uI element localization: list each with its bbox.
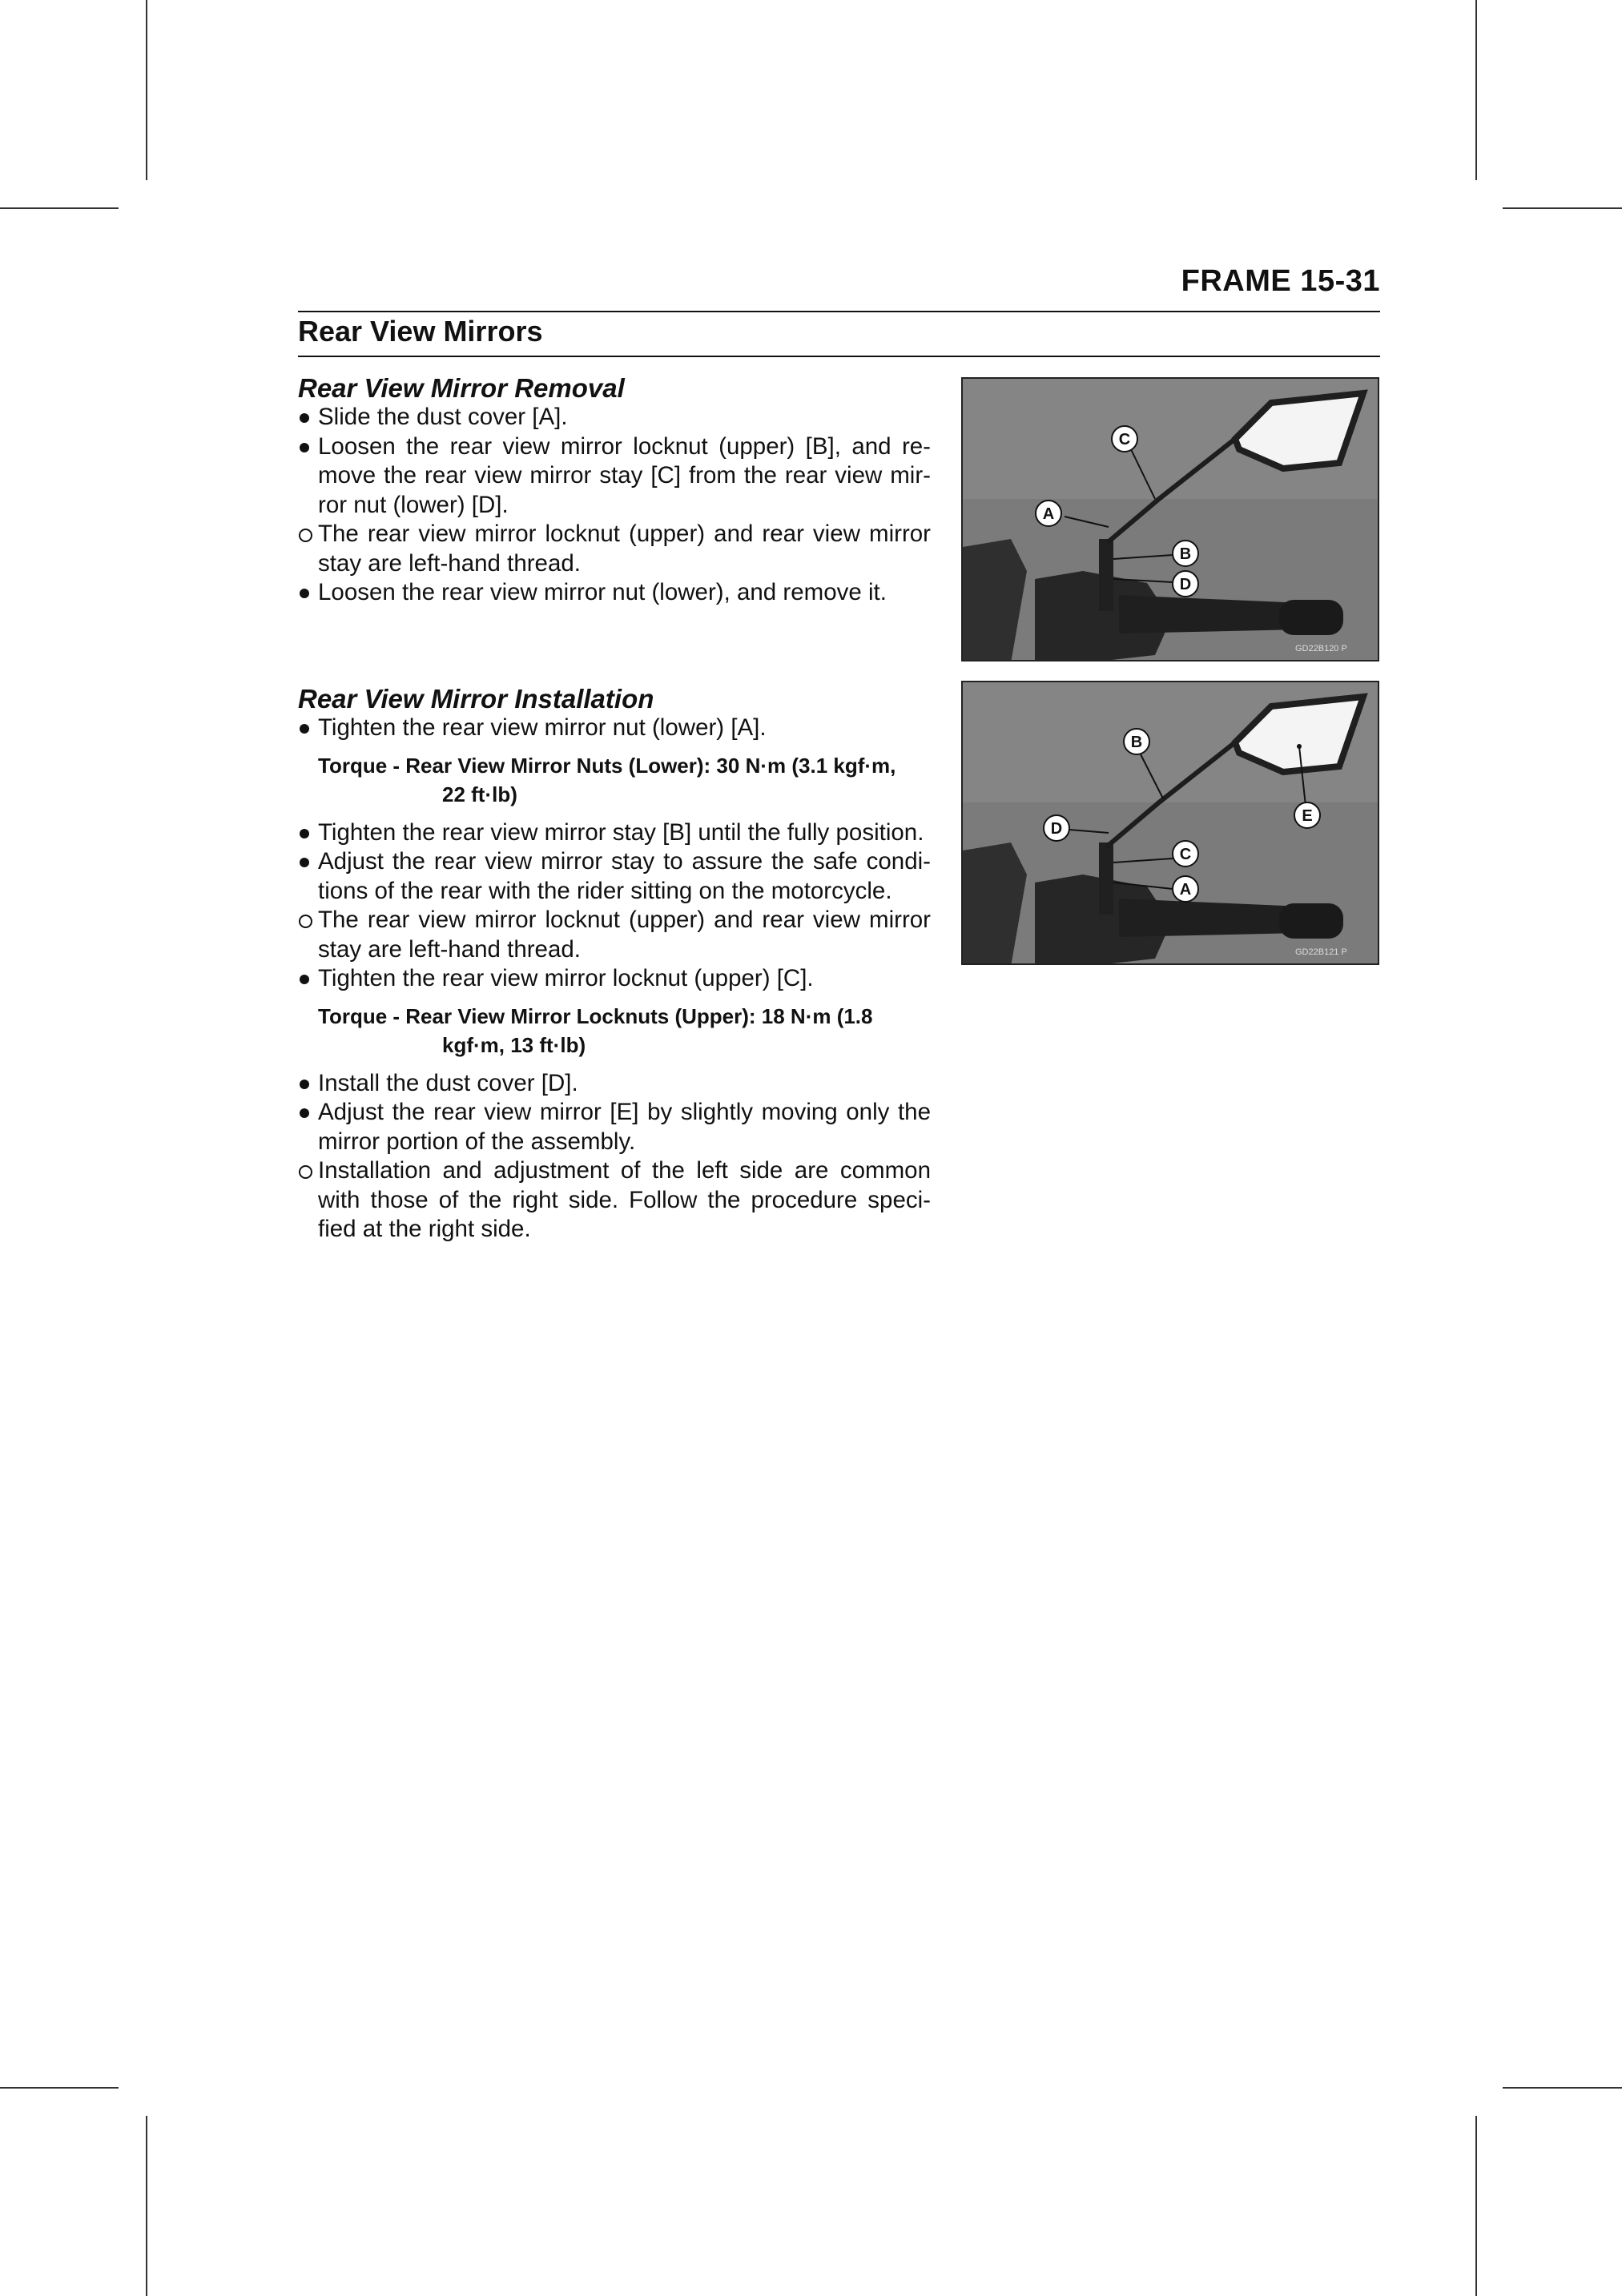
callout-label: A — [1179, 881, 1192, 899]
list-item: Adjust the rear view mirror stay to assure the safe condi-tions of the rear with the rider sitting on the motorcycle. — [298, 847, 931, 906]
handlebar-mirror-photo — [963, 379, 1379, 661]
list-item: Loosen the rear view mirror locknut (upper) [B], and re-move the rear view mirror stay [C] from the rear view mir-ror nut (lower) [D]. — [298, 432, 931, 521]
torque-line: Torque - Rear View Mirror Nuts (Lower): 30 N·m (3.1 kgf·m, — [318, 753, 896, 778]
torque-spec — [318, 751, 931, 809]
callout-label: C — [1118, 431, 1131, 448]
installation-steps — [298, 714, 931, 1245]
torque-line: 22 ft·lb) — [442, 782, 517, 806]
crop-mark — [1503, 207, 1622, 209]
figure-code: GD22B121 P — [1295, 947, 1347, 957]
section-rule — [298, 356, 1380, 357]
page-header: FRAME 15-31 — [1181, 264, 1380, 298]
header-rule — [298, 311, 1380, 312]
list-item: The rear view mirror locknut (upper) and rear view mirror stay are left-hand thread. — [298, 520, 931, 578]
torque-line: Torque - Rear View Mirror Locknuts (Upper): 18 N·m (1.8 — [318, 1003, 873, 1028]
figure-code: GD22B120 P — [1295, 644, 1347, 653]
removal-heading: Rear View Mirror Removal — [298, 373, 625, 403]
list-item: The rear view mirror locknut (upper) and rear view mirror stay are left-hand thread. — [298, 906, 931, 964]
list-item: Adjust the rear view mirror [E] by slightly moving only the mirror portion of the assembly. — [298, 1098, 931, 1156]
installation-heading: Rear View Mirror Installation — [298, 684, 654, 714]
crop-mark — [1475, 0, 1477, 180]
list-item: Tighten the rear view mirror nut (lower) [A]. — [298, 714, 931, 743]
callout-label: E — [1302, 807, 1313, 825]
list-item: Slide the dust cover [A]. — [298, 403, 931, 432]
callout-label: B — [1179, 545, 1192, 563]
callout-label: C — [1179, 846, 1192, 863]
list-item: Installation and adjustment of the left side are common with those of the right side. Follow the procedure speci-fied at the right side. — [298, 1156, 931, 1245]
crop-mark — [1503, 2087, 1622, 2089]
callout-label: D — [1050, 820, 1063, 838]
crop-mark — [0, 207, 119, 209]
list-item: Loosen the rear view mirror nut (lower), and remove it. — [298, 578, 931, 608]
torque-line: kgf·m, 13 ft·lb) — [442, 1032, 586, 1057]
crop-mark — [1475, 2116, 1477, 2296]
torque-spec — [318, 1002, 931, 1060]
callout-label: B — [1130, 734, 1143, 751]
crop-mark — [146, 2116, 147, 2296]
removal-figure — [961, 377, 1379, 661]
section-title: Rear View Mirrors — [298, 315, 543, 348]
crop-mark — [146, 0, 147, 180]
installation-figure — [961, 681, 1379, 965]
list-item: Tighten the rear view mirror locknut (upper) [C]. — [298, 964, 931, 994]
removal-steps — [298, 403, 931, 608]
list-item: Tighten the rear view mirror stay [B] until the fully position. — [298, 818, 931, 848]
callout-label: D — [1179, 576, 1192, 593]
list-item: Install the dust cover [D]. — [298, 1069, 931, 1099]
callout-label: A — [1042, 505, 1055, 523]
crop-mark — [0, 2087, 119, 2089]
handlebar-mirror-photo — [963, 682, 1379, 965]
